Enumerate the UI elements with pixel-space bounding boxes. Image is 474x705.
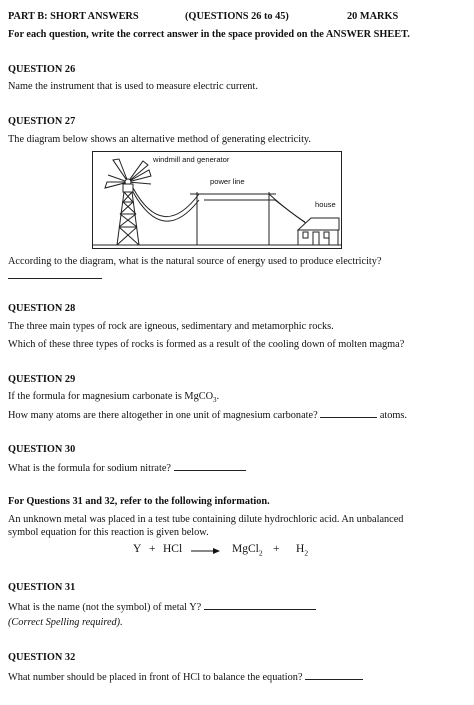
question-28-line-1: The three main types of rock are igneous, sedimentary and metamorphic rocks. [8, 321, 334, 332]
house-label: house [315, 200, 336, 209]
info-heading: For Questions 31 and 32, refer to the following information. [8, 496, 270, 507]
question-27-text: According to the diagram, what is the natural source of energy used to produce electricity? [8, 256, 382, 267]
equation-plus-2: + [273, 543, 280, 555]
question-31-note: (Correct Spelling required). [8, 617, 123, 628]
question-26-text: Name the instrument that is used to measure electric current. [8, 81, 258, 92]
question-28-line-2: Which of these three types of rocks is formed as a result of the cooling down of molten magma? [8, 339, 405, 350]
equation-y: Y [133, 543, 142, 555]
question-29-unit: atoms. [379, 410, 407, 421]
question-26-heading: QUESTION 26 [8, 64, 76, 75]
question-28-heading: QUESTION 28 [8, 303, 76, 314]
question-31-answer-blank [204, 599, 316, 610]
question-29-question: How many atoms are there altogether in one unit of magnesium carbonate? [8, 410, 318, 421]
marks-label: 20 MARKS [347, 11, 399, 22]
question-29-heading: QUESTION 29 [8, 374, 76, 385]
reaction-arrow-icon [191, 547, 221, 555]
question-29-formula-text: If the formula for magnesium carbonate is MgCO [8, 391, 214, 402]
equation-plus-1: + [149, 543, 156, 555]
question-29-line-1 [8, 390, 219, 407]
question-29-period: . [216, 391, 220, 402]
question-range: (QUESTIONS 26 to 45) [185, 11, 289, 22]
question-27-intro: The diagram below shows an alternative method of generating electricity. [8, 134, 311, 145]
question-27-answer-blank [8, 268, 102, 279]
question-32-answer-blank [305, 669, 363, 680]
windmill-generator-label: windmill and generator [153, 155, 230, 164]
question-30-answer-blank [174, 460, 246, 471]
question-29-line-2 [8, 407, 407, 422]
question-31-text: What is the name (not the symbol) of metal Y? [8, 602, 202, 613]
equation-h: H [296, 543, 305, 555]
info-line-2: symbol equation for this reaction is given below. [8, 527, 209, 538]
question-31-heading: QUESTION 31 [8, 582, 76, 593]
equation-mgcl: MgCl [232, 543, 259, 555]
question-31-line [8, 599, 316, 614]
windmill-diagram-drawing [93, 152, 341, 248]
question-32-line [8, 669, 363, 684]
power-line-label: power line [210, 177, 245, 186]
question-29-formula-subscript: 3 [213, 396, 217, 405]
part-label: PART B: SHORT ANSWERS [8, 11, 139, 22]
equation-h-subscript: 2 [304, 548, 309, 558]
equation-mgcl-subscript: 2 [258, 548, 263, 558]
question-30-text: What is the formula for sodium nitrate? [8, 463, 171, 474]
equation-mgcl2 [232, 543, 263, 557]
instructions: For each question, write the correct answer in the space provided on the ANSWER SHEET. [8, 29, 410, 40]
info-line-1: An unknown metal was placed in a test tube containing dilute hydrochloric acid. An unbalanced [8, 514, 404, 525]
equation-h2 [296, 543, 308, 557]
question-32-text: What number should be placed in front of HCl to balance the equation? [8, 672, 303, 683]
windmill-diagram [92, 151, 342, 249]
question-30-heading: QUESTION 30 [8, 444, 76, 455]
question-29-answer-blank [320, 407, 377, 418]
question-27-heading: QUESTION 27 [8, 116, 76, 127]
equation-hcl: HCl [163, 543, 183, 555]
question-32-heading: QUESTION 32 [8, 652, 76, 663]
question-30-line [8, 460, 246, 475]
